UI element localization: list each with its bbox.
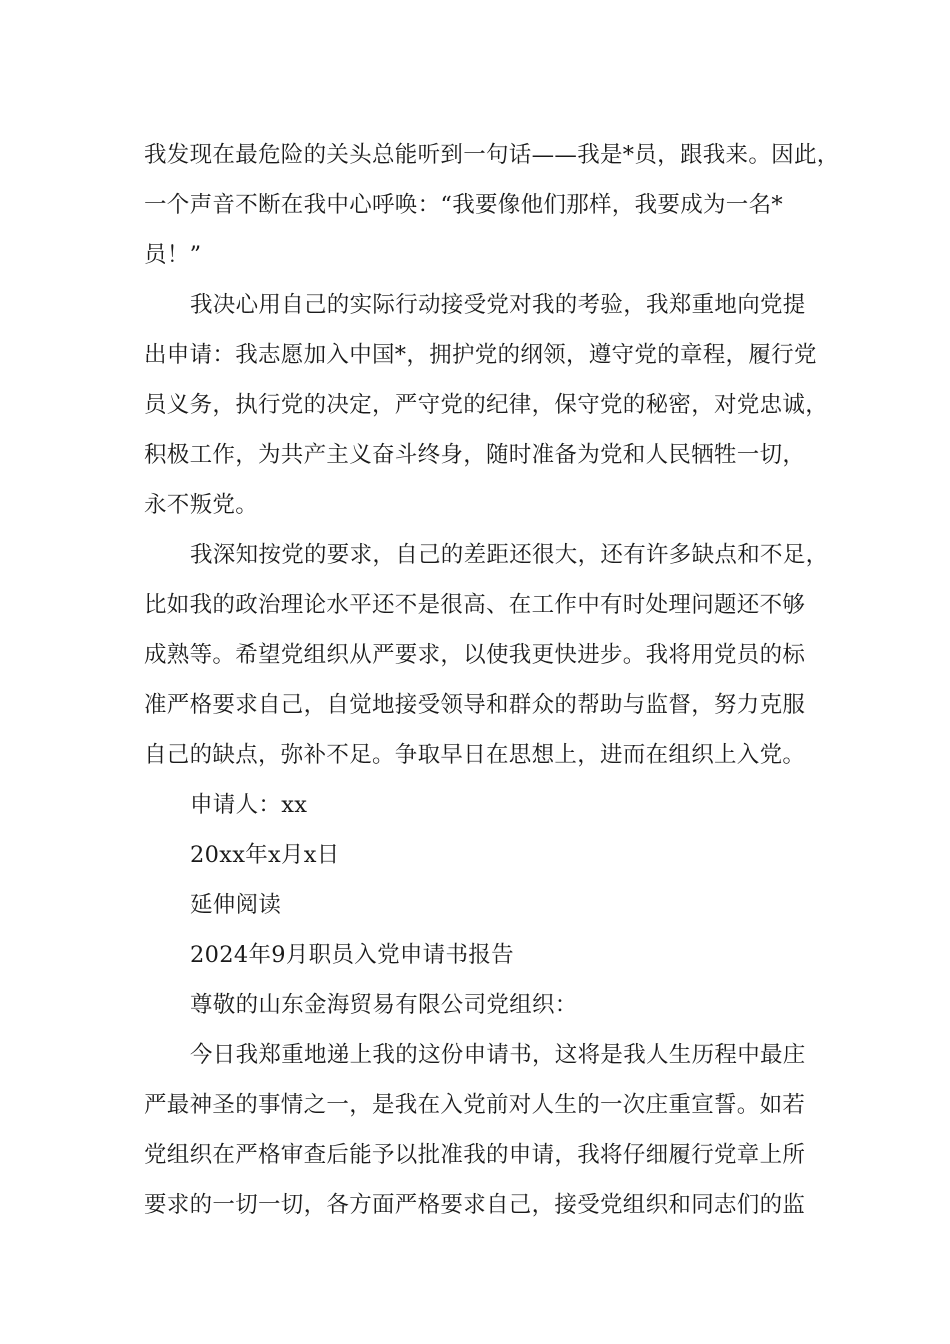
document-page xyxy=(144,130,844,1230)
paragraph xyxy=(144,280,844,530)
text-line: 我深知按党的要求，自己的差距还很大，还有许多缺点和不足， xyxy=(190,542,829,568)
text-line: 永不叛党。 xyxy=(144,492,259,518)
paragraph xyxy=(144,780,844,830)
text-line: 一个声音不断在我中心呼唤：“我要像他们那样，我要成为一名* xyxy=(144,192,783,218)
paragraph xyxy=(144,980,844,1030)
text-line: 比如我的政治理论水平还不是很高、在工作中有时处理问题还不够 xyxy=(144,592,806,618)
paragraph xyxy=(144,880,844,930)
text-line: 我发现在最危险的关头总能听到一句话——我是*员，跟我来。因此， xyxy=(144,142,840,168)
text-line: 成熟等。希望党组织从严要求，以使我更快进步。我将用党员的标 xyxy=(144,642,806,668)
text-line: 要求的一切一切，各方面严格要求自己，接受党组织和同志们的监 xyxy=(144,1192,806,1218)
paragraph xyxy=(144,1030,844,1230)
text-line: 员义务，执行党的决定，严守党的纪律，保守党的秘密，对党忠诚， xyxy=(144,392,829,418)
text-line: 党组织在严格审查后能予以批准我的申请，我将仔细履行党章上所 xyxy=(144,1142,806,1168)
text-line: 今日我郑重地递上我的这份申请书，这将是我人生历程中最庄 xyxy=(190,1042,806,1068)
text-line: 自己的缺点，弥补不足。争取早日在思想上，进而在组织上入党。 xyxy=(144,742,806,768)
paragraph xyxy=(144,530,844,780)
text-line: 20xx年x月x日 xyxy=(190,842,340,868)
document-body xyxy=(144,130,844,1230)
text-line: 申请人：xx xyxy=(190,792,308,818)
text-line: 我决心用自己的实际行动接受党对我的考验，我郑重地向党提 xyxy=(190,292,806,318)
text-line: 尊敬的山东金海贸易有限公司党组织： xyxy=(190,992,578,1018)
text-line: 积极工作，为共产主义奋斗终身，随时准备为党和人民牺牲一切， xyxy=(144,442,806,468)
text-line: 2024年9月职员入党申请书报告 xyxy=(190,942,514,968)
paragraph xyxy=(144,130,844,280)
paragraph xyxy=(144,830,844,880)
text-line: 准严格要求自己，自觉地接受领导和群众的帮助与监督，努力克服 xyxy=(144,692,806,718)
text-line: 严最神圣的事情之一，是我在入党前对人生的一次庄重宣誓。如若 xyxy=(144,1092,806,1118)
text-line: 延伸阅读 xyxy=(190,892,282,918)
text-line: 员！” xyxy=(144,242,202,268)
paragraph xyxy=(144,930,844,980)
text-line: 出申请：我志愿加入中国*，拥护党的纲领，遵守党的章程，履行党 xyxy=(144,342,817,368)
